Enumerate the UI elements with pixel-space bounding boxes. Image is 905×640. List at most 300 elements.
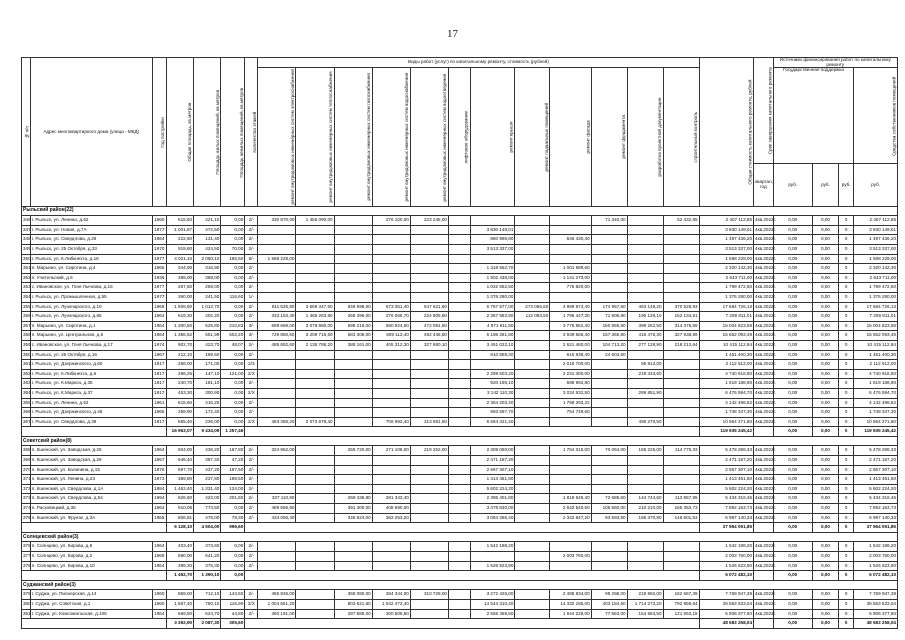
col-header-unit-rub: руб.: [773, 164, 812, 206]
cell-total-area: 655,40: [166, 417, 193, 427]
cell-work-cost: 360 191,00: [258, 609, 296, 619]
cell-work-cost: [663, 225, 699, 235]
cell-src-fund: 0,00: [773, 340, 812, 350]
cell-year: 1917: [152, 360, 166, 370]
cell-idx: 380: [22, 599, 31, 609]
cell-deadline: 4кв.2022г.: [754, 398, 774, 408]
cell-year: 1968: [152, 302, 166, 312]
cell-work-cost: [550, 561, 591, 571]
cell-src-owners: 6 476 594,70: [854, 388, 898, 398]
cell-work-cost: 362 253,20: [372, 513, 410, 523]
cell-src-local: 0: [839, 360, 854, 370]
cell-address: г. Рыльск, ул. К.Либкнехта, д.18: [30, 254, 152, 264]
cell-year: 1917: [152, 379, 166, 389]
section-title: Советский район(8): [22, 436, 898, 446]
cell-work-cost: 776 820,00: [550, 283, 591, 293]
cell-total-area: 1 001,87: [166, 225, 193, 235]
table-row: [22, 340, 898, 350]
cell-src-local: 0: [839, 340, 854, 350]
cell-work-cost: 850 996,80: [470, 235, 515, 245]
cell-floors: 2/-: [245, 398, 258, 408]
cell-work-cost: [448, 408, 470, 418]
cell-work-cost: [663, 379, 699, 389]
cell-total-cost: 15 652 093,49: [699, 331, 753, 341]
cell-work-cost: [296, 360, 334, 370]
table-row: [22, 417, 898, 427]
cell-floors: 2/X: [245, 599, 258, 609]
cell-work-cost: [627, 273, 663, 283]
cell-src-owners: 2 407 112,85: [854, 216, 898, 226]
subtotal-src-regional: 0,00: [812, 619, 838, 629]
cell-src-fund: 0,00: [773, 561, 812, 571]
cell-idx: 359: [22, 340, 31, 350]
cell-work-cost: 121 653,18: [663, 609, 699, 619]
cell-work-cost: [410, 398, 448, 408]
cell-work-cost: 1 754 016,00: [550, 446, 591, 456]
table-row: [22, 456, 898, 466]
cell-work-cost: 224 805,50: [410, 312, 448, 322]
cell-total-cost: 10 664 271,60: [699, 417, 753, 427]
cell-work-cost: [591, 235, 627, 245]
capital-repair-table: [21, 57, 898, 629]
cell-work-cost: [448, 302, 470, 312]
cell-year: 1973: [152, 475, 166, 485]
cell-year: 1917: [152, 369, 166, 379]
cell-src-owners: 1 526 523,90: [854, 561, 898, 571]
col-header-unit-rub: руб.: [839, 164, 854, 206]
cell-work-cost: [410, 360, 448, 370]
cell-src-owners: 5 434 316,45: [854, 494, 898, 504]
cell-common-area: 70,00: [221, 245, 245, 255]
col-header-deadline: Срок завершения капитального ремонта: [754, 58, 774, 164]
cell-src-owners: 1 588 229,00: [854, 254, 898, 264]
cell-work-cost: [627, 264, 663, 274]
cell-work-cost: 14 544 310,40: [470, 599, 515, 609]
cell-src-owners: 10 415 112,84: [854, 340, 898, 350]
cell-total-area: 646,40: [166, 456, 193, 466]
cell-src-fund: 0,00: [773, 456, 812, 466]
cell-work-cost: 333 183,40: [258, 312, 296, 322]
cell-work-cost: [448, 360, 470, 370]
cell-address: п. Кшенский, ул. Заводская, д.28: [30, 456, 152, 466]
cell-floors: 2/X: [245, 417, 258, 427]
cell-work-cost: [410, 494, 448, 504]
cell-src-owners: 5 602 224,20: [854, 484, 898, 494]
cell-work-cost: [372, 360, 410, 370]
cell-work-cost: 2 342 847,20: [550, 513, 591, 523]
cell-floors: 2/-: [245, 379, 258, 389]
cell-work-cost: [515, 609, 550, 619]
cell-total-cost: 7 259 811,01: [699, 312, 753, 322]
cell-work-cost: 1 376 280,00: [470, 292, 515, 302]
cell-work-cost: [550, 456, 591, 466]
cell-deadline: 4кв.2022г.: [754, 417, 774, 427]
cell-work-cost: [372, 388, 410, 398]
cell-work-cost: [410, 561, 448, 571]
cell-src-owners: 2 003 760,00: [854, 552, 898, 562]
cell-src-regional: 0,00: [812, 273, 838, 283]
col-header-work: ремонт внутридомовых инженерных систем водоснабжения: [372, 68, 410, 206]
cell-work-cost: 210 210,00: [627, 504, 663, 514]
cell-work-cost: 277 128,90: [627, 340, 663, 350]
cell-work-cost: [296, 369, 334, 379]
cell-deadline: 4кв.2022г.: [754, 379, 774, 389]
cell-src-owners: 2 471 187,20: [854, 456, 898, 466]
cell-work-cost: [334, 273, 372, 283]
cell-deadline: 4кв.2022г.: [754, 388, 774, 398]
cell-work-cost: 1 318 552,70: [470, 264, 515, 274]
table-row: [22, 388, 898, 398]
cell-src-owners: 5 806 377,60: [854, 609, 898, 619]
table-row: [22, 542, 898, 552]
cell-src-owners: 1 619 188,90: [854, 379, 898, 389]
table-row: [22, 552, 898, 562]
table-row: [22, 609, 898, 619]
cell-work-cost: [627, 292, 663, 302]
cell-work-cost: [296, 484, 334, 494]
cell-work-cost: [410, 484, 448, 494]
cell-deadline: 4кв.2022г.: [754, 408, 774, 418]
cell-work-cost: [591, 225, 627, 235]
cell-idx: 368: [22, 446, 31, 456]
cell-common-area: 197,60: [221, 465, 245, 475]
cell-work-cost: [663, 360, 699, 370]
cell-work-cost: [296, 388, 334, 398]
subtotal-src-local: 0: [839, 571, 854, 581]
cell-work-cost: 3 034 632,50: [550, 388, 591, 398]
cell-work-cost: [372, 235, 410, 245]
cell-work-cost: [258, 388, 296, 398]
cell-work-cost: [296, 590, 334, 600]
cell-work-cost: [663, 283, 699, 293]
cell-src-fund: 0,00: [773, 609, 812, 619]
cell-floors: 2/-: [245, 475, 258, 485]
cell-work-cost: 729 850,60: [258, 331, 296, 341]
cell-work-cost: 95 912,00: [627, 360, 663, 370]
cell-living-area: 237,80: [194, 475, 221, 485]
cell-work-cost: [372, 254, 410, 264]
cell-total-area: 399,30: [166, 561, 193, 571]
cell-address: п. Солнцево, ул. Кирова, д.2: [30, 552, 152, 562]
cell-work-cost: [448, 446, 470, 456]
cell-total-cost: 1 588 229,00: [699, 254, 753, 264]
cell-src-fund: 0,00: [773, 369, 812, 379]
cell-src-local: 0: [839, 350, 854, 360]
cell-src-fund: 0,00: [773, 283, 812, 293]
cell-work-cost: [448, 494, 470, 504]
col-header-common-area: Площадь нежилых помещений, кв.метров: [221, 58, 245, 207]
cell-src-fund: 0,00: [773, 331, 812, 341]
cell-work-cost: [258, 283, 296, 293]
cell-work-cost: [470, 216, 515, 226]
cell-work-cost: [448, 504, 470, 514]
cell-work-cost: 2 395 401,80: [470, 494, 515, 504]
cell-empty: [754, 427, 774, 437]
cell-total-cost: 10 415 112,84: [699, 340, 753, 350]
cell-address: г. Рыльск, ул. Ленина, д.62: [30, 216, 152, 226]
cell-src-local: 0: [839, 599, 854, 609]
cell-common-area: 143,50: [221, 590, 245, 600]
cell-src-fund: 0,00: [773, 542, 812, 552]
cell-total-area: 1 356,62: [166, 331, 193, 341]
cell-work-cost: 583 308,00: [334, 331, 372, 341]
cell-work-cost: 1 588 229,00: [258, 254, 296, 264]
cell-src-owners: 10 664 271,60: [854, 417, 898, 427]
cell-work-cost: [515, 379, 550, 389]
cell-src-fund: 0,00: [773, 225, 812, 235]
cell-src-fund: 0,00: [773, 388, 812, 398]
cell-work-cost: [448, 513, 470, 523]
cell-work-cost: 489 566,90: [258, 504, 296, 514]
cell-src-fund: 0,00: [773, 321, 812, 331]
cell-living-area: 551,99: [194, 331, 221, 341]
cell-work-cost: [448, 225, 470, 235]
cell-work-cost: [448, 379, 470, 389]
cell-address: г. Рыльск, ул. К.Маркса, д.37: [30, 388, 152, 398]
cell-work-cost: 150 856,80: [591, 321, 627, 331]
cell-work-cost: [296, 475, 334, 485]
cell-src-local: 0: [839, 379, 854, 389]
cell-total-cost: 1 619 188,90: [699, 379, 753, 389]
cell-work-cost: 370 528,93: [663, 302, 699, 312]
cell-work-cost: [663, 561, 699, 571]
table-row: [22, 484, 898, 494]
cell-work-cost: [410, 456, 448, 466]
cell-address: г. Рыльск, ул. Промышленная, д.55: [30, 292, 152, 302]
cell-floors: 2/-: [245, 245, 258, 255]
cell-work-cost: 368 080,00: [334, 590, 372, 600]
subtotal-total-area: 6 128,10: [166, 523, 193, 533]
cell-src-owners: 4 142 496,62: [854, 398, 898, 408]
cell-address: п. Марьино, ул. Сиротина, д.1: [30, 321, 152, 331]
cell-floors: 2/-: [245, 609, 258, 619]
cell-work-cost: 310 728,00: [410, 590, 448, 600]
cell-living-area: 236,00: [194, 417, 221, 427]
cell-src-regional: 0,00: [812, 245, 838, 255]
cell-living-area: 169,50: [194, 350, 221, 360]
cell-idx: 352: [22, 273, 31, 283]
cell-common-area: 48,07: [221, 340, 245, 350]
cell-work-cost: 3 451 022,10: [470, 340, 515, 350]
cell-src-owners: 2 112 612,00: [854, 360, 898, 370]
cell-work-cost: [591, 465, 627, 475]
cell-work-cost: [627, 216, 663, 226]
subtotal-src-regional: 0,00: [812, 571, 838, 581]
cell-work-cost: 3 830 149,01: [470, 225, 515, 235]
cell-work-cost: 276 065,70: [372, 312, 410, 322]
cell-work-cost: [550, 225, 591, 235]
cell-address: г. Суджа, ул. Комсомольская, д.105: [30, 609, 152, 619]
cell-work-cost: [550, 216, 591, 226]
col-header-sources-group: Источники финансирования работ по капитальному ремонту: [773, 58, 897, 68]
cell-work-cost: 754 749,60: [550, 408, 591, 418]
cell-floors: 2/-: [245, 264, 258, 274]
cell-work-cost: [448, 456, 470, 466]
cell-living-area: 300,90: [194, 388, 221, 398]
table-row: [22, 235, 898, 245]
cell-work-cost: 1 542 198,20: [470, 542, 515, 552]
cell-deadline: 4кв.2022г.: [754, 302, 774, 312]
cell-src-local: 0: [839, 484, 854, 494]
subtotal-src-fund: 0,00: [773, 571, 812, 581]
cell-work-cost: [334, 350, 372, 360]
cell-work-cost: 155 226,00: [627, 446, 663, 456]
cell-work-cost: 598 215,00: [334, 321, 372, 331]
cell-work-cost: [258, 475, 296, 485]
cell-idx: 381: [22, 609, 31, 619]
cell-work-cost: [591, 542, 627, 552]
cell-work-cost: 1 542 472,40: [372, 599, 410, 609]
cell-work-cost: [591, 398, 627, 408]
cell-work-cost: [663, 542, 699, 552]
cell-work-cost: [410, 350, 448, 360]
cell-src-fund: 0,00: [773, 494, 812, 504]
cell-work-cost: [372, 552, 410, 562]
cell-work-cost: [591, 561, 627, 571]
cell-year: 1994: [152, 494, 166, 504]
cell-src-owners: 1 413 451,60: [854, 475, 898, 485]
cell-src-fund: 0,00: [773, 475, 812, 485]
cell-work-cost: [591, 484, 627, 494]
cell-src-regional: 0,00: [812, 216, 838, 226]
cell-src-regional: 0,00: [812, 388, 838, 398]
cell-living-area: 316,90: [194, 264, 221, 274]
cell-floors: 2/-: [245, 312, 258, 322]
cell-work-cost: 327 680,10: [410, 340, 448, 350]
cell-floors: 5/-: [245, 254, 258, 264]
cell-total-area: 604,00: [166, 446, 193, 456]
col-header-year: Год постройки: [152, 58, 166, 207]
cell-work-cost: [296, 609, 334, 619]
cell-total-area: 267,50: [166, 283, 193, 293]
cell-work-cost: 391 300,00: [334, 504, 372, 514]
cell-src-regional: 0,00: [812, 599, 838, 609]
cell-src-owners: 15 004 823,59: [854, 321, 898, 331]
cell-common-area: 121,00: [221, 369, 245, 379]
cell-total-area: 615,60: [166, 398, 193, 408]
subtotal-living-area: 9 434,09: [194, 427, 221, 437]
cell-work-cost: [515, 590, 550, 600]
cell-work-cost: 219 333,60: [627, 369, 663, 379]
cell-work-cost: [591, 379, 627, 389]
cell-work-cost: [448, 264, 470, 274]
cell-src-fund: 0,00: [773, 552, 812, 562]
cell-src-owners: 38 563 533,04: [854, 599, 898, 609]
cell-work-cost: [448, 369, 470, 379]
cell-floors: 2/-: [245, 350, 258, 360]
cell-work-cost: 698 992,80: [550, 379, 591, 389]
cell-src-owners: 1 376 280,00: [854, 292, 898, 302]
cell-work-cost: [515, 465, 550, 475]
cell-common-area: 134,00: [221, 484, 245, 494]
cell-src-fund: 0,00: [773, 360, 812, 370]
cell-work-cost: [296, 456, 334, 466]
table-row: [22, 273, 898, 283]
cell-work-cost: [258, 465, 296, 475]
cell-src-regional: 0,00: [812, 561, 838, 571]
table-row: [22, 283, 898, 293]
cell-src-local: 0: [839, 465, 854, 475]
cell-work-cost: [591, 417, 627, 427]
cell-src-local: 0: [839, 302, 854, 312]
table-row: [22, 446, 898, 456]
cell-idx: 347: [22, 225, 31, 235]
col-header-total-area: Общая площадь, кв.метров: [166, 58, 193, 207]
cell-living-area: 641,20: [194, 552, 221, 562]
cell-year: 1969: [152, 552, 166, 562]
cell-work-cost: 287 885,00: [334, 609, 372, 619]
cell-living-area: 181,10: [194, 379, 221, 389]
cell-total-area: 619,30: [166, 312, 193, 322]
cell-work-cost: [410, 379, 448, 389]
section-header-row: [22, 206, 898, 216]
subtotal-src-owners: 5 072 482,10: [854, 571, 898, 581]
cell-floors: 2/-: [245, 302, 258, 312]
cell-deadline: 4кв.2022г.: [754, 446, 774, 456]
cell-idx: 375: [22, 513, 31, 523]
section-header-row: [22, 532, 898, 542]
subtotal-common-area: 0,00: [221, 571, 245, 581]
section-title: Суджанский район(3): [22, 580, 898, 590]
cell-total-area: 1 867,40: [166, 599, 193, 609]
cell-total-area: 344,90: [166, 264, 193, 274]
cell-work-cost: [591, 388, 627, 398]
cell-living-area: 436,20: [194, 446, 221, 456]
table-row: [22, 360, 898, 370]
cell-living-area: 423,00: [194, 494, 221, 504]
cell-total-area: 369,80: [166, 475, 193, 485]
cell-work-cost: [372, 292, 410, 302]
cell-work-cost: [372, 561, 410, 571]
cell-address: г. Суджа, ул. Пионерская, д.14: [30, 590, 152, 600]
cell-work-cost: [296, 504, 334, 514]
cell-work-cost: [258, 273, 296, 283]
cell-work-cost: [258, 369, 296, 379]
subtotal-common-area: 305,60: [221, 619, 245, 629]
cell-work-cost: 77 663,00: [591, 609, 627, 619]
cell-idx: 351: [22, 264, 31, 274]
cell-work-cost: [627, 225, 663, 235]
cell-empty: [245, 427, 699, 437]
cell-src-regional: 0,00: [812, 292, 838, 302]
cell-work-cost: 174 957,60: [591, 302, 627, 312]
cell-work-cost: 384 344,00: [372, 590, 410, 600]
cell-work-cost: [372, 350, 410, 360]
cell-work-cost: [410, 283, 448, 293]
cell-src-regional: 0,00: [812, 494, 838, 504]
cell-src-fund: 0,00: [773, 264, 812, 274]
col-header-living-area: Площадь жилых помещений, кв.метров: [194, 58, 221, 207]
cell-work-cost: [372, 245, 410, 255]
cell-src-regional: 0,00: [812, 321, 838, 331]
cell-common-area: 0,00: [221, 235, 245, 245]
cell-idx: 348: [22, 235, 31, 245]
cell-idx: 350: [22, 254, 31, 264]
cell-empty: [754, 619, 774, 629]
cell-work-cost: [515, 264, 550, 274]
subtotal-total-cost: 5 072 482,10: [699, 571, 753, 581]
cell-common-area: 0,00: [221, 312, 245, 322]
table-row: [22, 599, 898, 609]
cell-work-cost: [296, 245, 334, 255]
cell-living-area: 375,30: [194, 561, 221, 571]
cell-living-area: 2 060,10: [194, 254, 221, 264]
cell-idx: 373: [22, 494, 31, 504]
cell-common-area: 167,80: [221, 446, 245, 456]
cell-total-cost: 6 476 594,70: [699, 388, 753, 398]
cell-work-cost: [550, 484, 591, 494]
cell-work-cost: [663, 417, 699, 427]
